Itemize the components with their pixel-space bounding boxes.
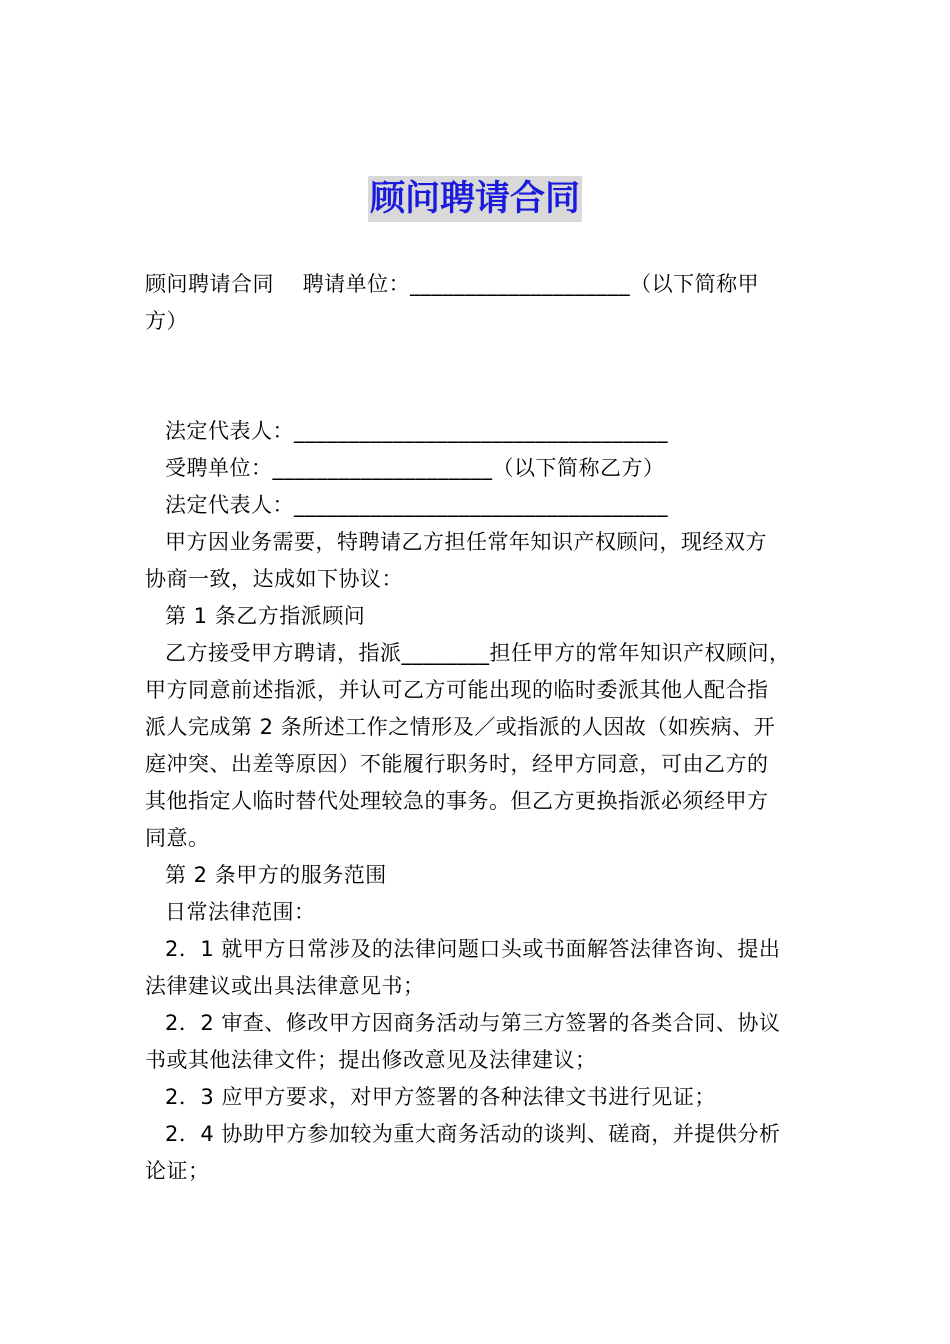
header-block — [145, 266, 815, 340]
item-2-4-line-1: 2．4 协助甲方参加较为重大商务活动的谈判、磋商，并提供分析 — [165, 1122, 781, 1146]
intro-line-2: 协商一致，达成如下协议： — [145, 567, 403, 591]
item-2-4-line-2: 论证； — [145, 1159, 210, 1183]
article-1-line-6: 同意。 — [145, 826, 210, 850]
article-2-heading: 第 2 条甲方的服务范围 — [165, 863, 387, 887]
hired-unit-line: 受聘单位：____________________（以下简称乙方） — [165, 456, 665, 480]
article-1-heading: 第 1 条乙方指派顾问 — [165, 604, 366, 628]
intro-block — [145, 524, 815, 1190]
item-2-1-line-2: 法律建议或出具法律意见书； — [145, 974, 425, 998]
article-1-line-1: 乙方接受甲方聘请，指派________担任甲方的常年知识产权顾问， — [165, 641, 791, 665]
article-1-line-2: 甲方同意前述指派，并认可乙方可能出现的临时委派其他人配合指 — [145, 678, 769, 702]
document-title: 顾问聘请合同 — [368, 176, 582, 222]
header-line-2: 方） — [145, 309, 188, 333]
item-2-1-line-1: 2．1 就甲方日常涉及的法律问题口头或书面解答法律咨询、提出 — [165, 937, 781, 961]
article-1-line-5: 其他指定人临时替代处理较急的事务。但乙方更换指派必须经甲方 — [145, 789, 769, 813]
scope-label: 日常法律范围： — [165, 900, 316, 924]
legal-rep-line-b: 法定代表人：__________________________________ — [165, 493, 668, 517]
intro-line-1: 甲方因业务需要，特聘请乙方担任常年知识产权顾问，现经双方 — [165, 530, 767, 554]
article-1-line-3: 派人完成第 2 条所述工作之情形及／或指派的人因故（如疾病、开 — [145, 715, 776, 739]
header-line-1: 顾问聘请合同 聘请单位：____________________（以下简称甲 — [145, 272, 760, 296]
legal-rep-line-a: 法定代表人：__________________________________ — [165, 419, 668, 443]
item-2-3-line-1: 2．3 应甲方要求，对甲方签署的各种法律文书进行见证； — [165, 1085, 716, 1109]
item-2-2-line-2: 书或其他法律文件；提出修改意见及法律建议； — [145, 1048, 597, 1072]
article-1-line-4: 庭冲突、出差等原因）不能履行职务时，经甲方同意，可由乙方的 — [145, 752, 769, 776]
party-block — [145, 413, 815, 524]
item-2-2-line-1: 2．2 审查、修改甲方因商务活动与第三方签署的各类合同、协议 — [165, 1011, 781, 1035]
title-container — [0, 176, 950, 222]
